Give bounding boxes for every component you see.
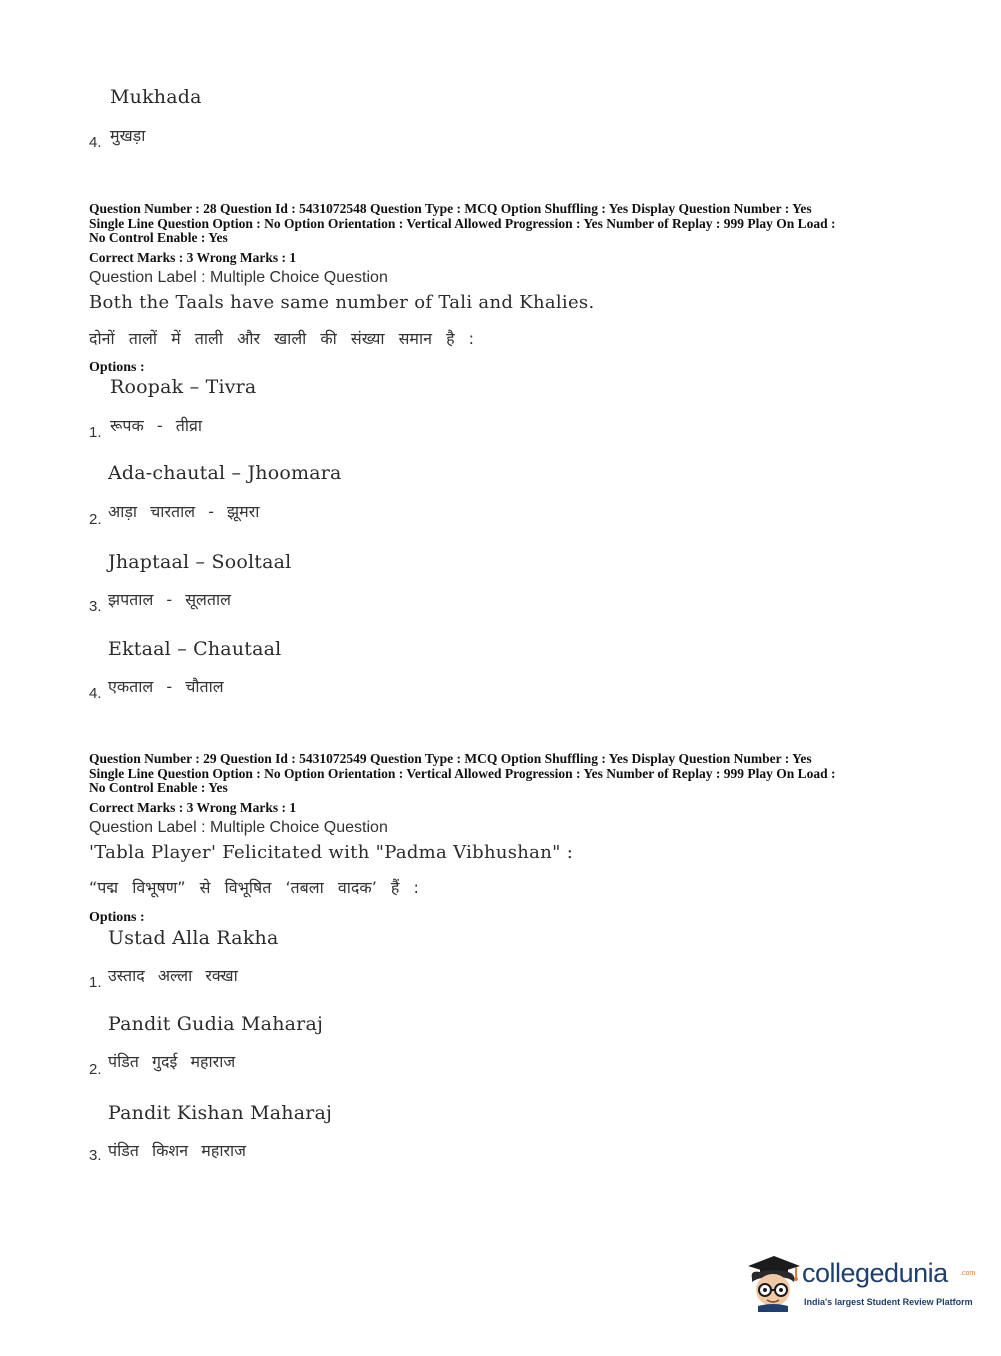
q29-meta-line1: Question Number : 29 Question Id : 5431072549 Question Type : MCQ Option Shuffling : Yes Display Question Number : Yes [89, 751, 812, 766]
q28-option-en[interactable]: Roopak – Tivra [110, 376, 257, 398]
q29-option-hi[interactable]: उस्ताद अल्ला रक्खा [108, 966, 238, 985]
q29-meta-line2: Single Line Question Option : No Option Orientation : Vertical Allowed Progression : Yes Number of Replay : 999 Play On Load : [89, 765, 836, 781]
q29-option-num: 3. [89, 1147, 102, 1164]
q29-option-en[interactable]: Ustad Alla Rakha [108, 927, 279, 949]
q28-option-en[interactable]: Ektaal – Chautaal [108, 638, 282, 660]
q29-option-hi[interactable]: पंडित किशन महाराज [108, 1141, 247, 1160]
q28-option-hi[interactable]: आड़ा चारताल - झूमरा [108, 502, 260, 521]
q29-option-hi[interactable]: पंडित गुदई महाराज [108, 1052, 236, 1071]
q28-meta [89, 202, 919, 246]
q28-option-hi[interactable]: एकताल - चौताल [108, 677, 224, 696]
q29-options-label: Options : [89, 910, 145, 925]
q28-meta-line3: No Control Enable : Yes [89, 230, 228, 245]
q28-option-num: 4. [89, 685, 102, 702]
q29-question-text-en: 'Tabla Player' Felicitated with "Padma Vibhushan" : [89, 842, 574, 863]
q27-option4-num: 4. [89, 134, 102, 151]
q28-option-en[interactable]: Ada-chautal – Jhoomara [108, 462, 342, 484]
q28-option-hi[interactable]: रूपक - तीव्रा [110, 416, 203, 435]
q29-meta-line3: No Control Enable : Yes [89, 780, 228, 795]
q29-option-en[interactable]: Pandit Kishan Maharaj [108, 1102, 333, 1124]
q29-option-num: 1. [89, 974, 102, 991]
q28-question-label: Question Label : Multiple Choice Question [89, 269, 388, 286]
q28-meta-line1: Question Number : 28 Question Id : 5431072548 Question Type : MCQ Option Shuffling : Yes Display Question Number : Yes [89, 201, 812, 216]
q28-question-text-hi: दोनों तालों में ताली और खाली की संख्या समान है : [89, 329, 475, 348]
graduate-mascot-icon [744, 1252, 802, 1312]
logo-wordmark: collegedunia [802, 1258, 948, 1288]
q28-question-text-en: Both the Taals have same number of Tali and Khalies. [89, 292, 595, 313]
collegedunia-logo[interactable] [744, 1252, 976, 1316]
q28-option-num: 2. [89, 511, 102, 528]
q29-question-text-hi: “पद्म विभूषण” से विभूषित ‘तबला वादक’ हैं : [89, 878, 419, 897]
logo-domain-suffix: .com [960, 1270, 976, 1277]
q28-meta-line2: Single Line Question Option : No Option Orientation : Vertical Allowed Progression : Yes Number of Replay : 999 Play On Load : [89, 215, 836, 231]
q28-option-en[interactable]: Jhaptaal – Sooltaal [108, 551, 292, 573]
q29-marks: Correct Marks : 3 Wrong Marks : 1 [89, 800, 297, 815]
q29-meta [89, 752, 919, 796]
q29-option-num: 2. [89, 1061, 102, 1078]
q29-option-en[interactable]: Pandit Gudia Maharaj [108, 1013, 324, 1035]
logo-tagline: India's largest Student Review Platform [804, 1297, 973, 1307]
q28-options-label: Options : [89, 360, 145, 375]
q27-option4-hi: मुखड़ा [110, 126, 146, 145]
q28-option-hi[interactable]: झपताल - सूलताल [108, 590, 232, 609]
q28-option-num: 1. [89, 424, 102, 441]
q27-option4-en: Mukhada [110, 86, 202, 108]
q28-marks: Correct Marks : 3 Wrong Marks : 1 [89, 250, 297, 265]
q28-option-num: 3. [89, 598, 102, 615]
q29-question-label: Question Label : Multiple Choice Question [89, 819, 388, 836]
